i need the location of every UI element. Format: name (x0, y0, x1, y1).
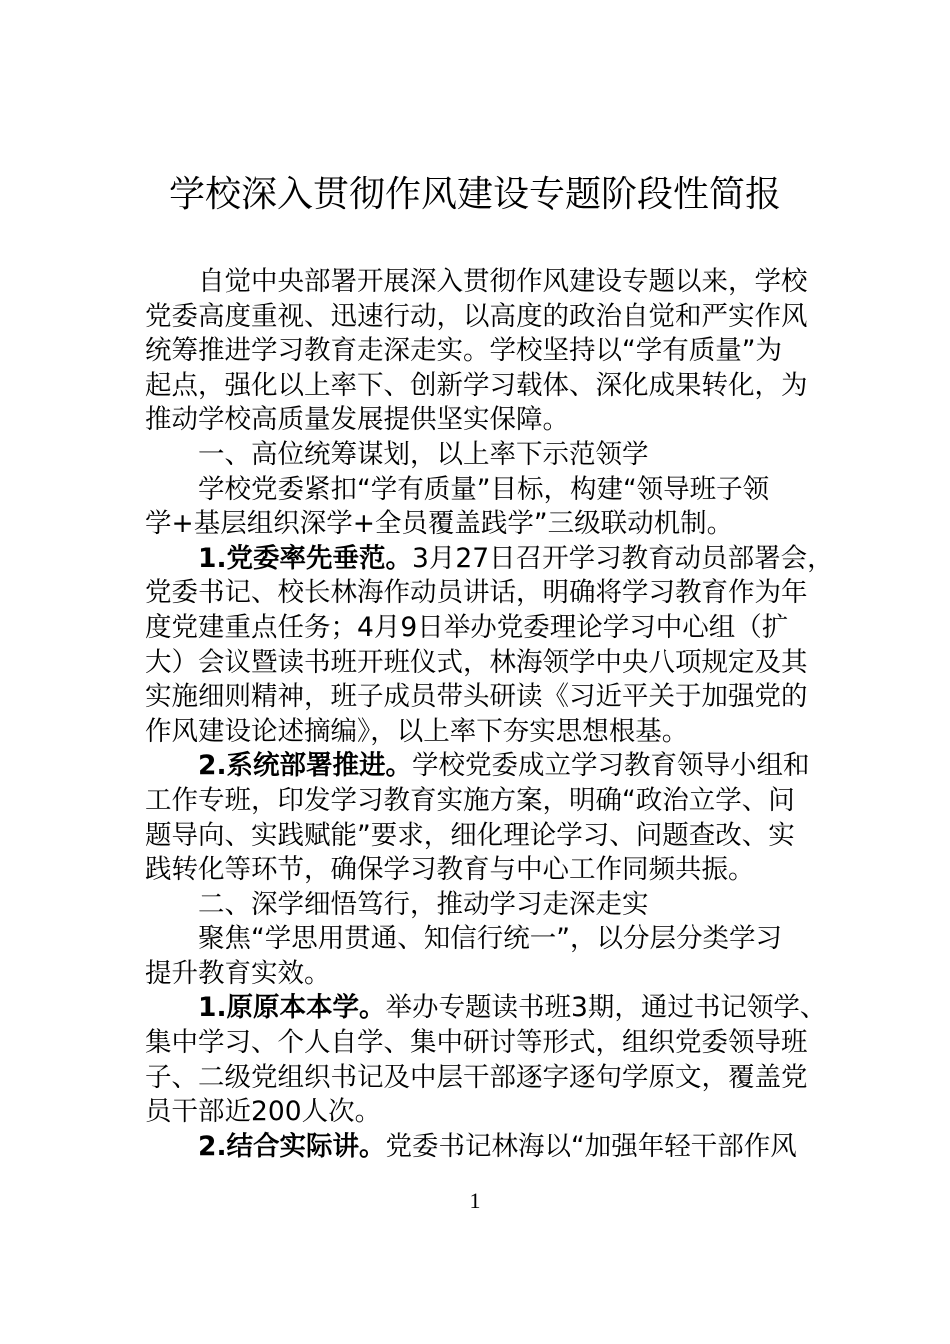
text-line (145, 715, 825, 750)
line-text: 度党建重点任务；4月9日举办党委理论学习中心组（扩 (145, 611, 789, 643)
text-line (145, 922, 825, 957)
text-line (145, 542, 834, 577)
text-line (145, 473, 825, 508)
text-line (145, 991, 825, 1026)
line-text: 学校党委成立学习教育领导小组和 (412, 750, 810, 782)
text-line (145, 438, 825, 473)
document-body (145, 265, 834, 1164)
text-line (145, 1026, 825, 1061)
line-text: 集中学习、个人自学、集中研讨等形式，组织党委领导班 (145, 1027, 808, 1059)
text-line (145, 680, 825, 715)
line-text: 学+基层组织深学+全员覆盖践学”三级联动机制。 (145, 508, 734, 540)
line-text: 举办专题读书班3期，通过书记领学、 (385, 992, 827, 1024)
line-text: 提升教育实效。 (145, 957, 331, 989)
line-text: 员干部近200人次。 (145, 1096, 382, 1128)
page-number: 1 (469, 1188, 481, 1213)
line-text: 学校党委紧扣“学有质量”目标，构建“领导班子领 (198, 473, 770, 505)
line-text: 题导向、实践赋能”要求，细化理论学习、问题查改、实 (145, 819, 795, 851)
line-text: 自觉中央部署开展深入贯彻作风建设专题以来，学校 (198, 266, 808, 297)
bold-heading: 1.党委率先垂范。 (198, 542, 413, 574)
line-text: 党委书记、校长林海作动员讲话，明确将学习教育作为年 (145, 577, 808, 609)
text-line (145, 265, 825, 300)
line-text: 大）会议暨读书班开班仪式，林海领学中央八项规定及其 (145, 646, 808, 678)
text-line (145, 300, 825, 335)
text-line (145, 888, 825, 923)
text-line (145, 646, 825, 681)
line-text: 起点，强化以上率下、创新学习载体、深化成果转化，为 (145, 369, 808, 401)
text-line (145, 1061, 825, 1096)
text-line (145, 853, 825, 888)
line-text: 一、高位统筹谋划，以上率下示范领学 (198, 438, 649, 470)
text-line (145, 576, 825, 611)
text-line (145, 611, 825, 646)
text-line (145, 784, 825, 819)
line-text: 推动学校高质量发展提供坚实保障。 (145, 404, 569, 436)
line-text: 党委高度重视、迅速行动，以高度的政治自觉和严实作风 (145, 300, 808, 332)
text-line (145, 819, 825, 854)
text-line (145, 749, 825, 784)
line-text: 践转化等环节，确保学习教育与中心工作同频共振。 (145, 854, 755, 886)
line-text: 统筹推进学习教育走深走实。学校坚持以“学有质量”为 (145, 335, 782, 367)
text-line (145, 1095, 825, 1130)
line-text: 二、深学细悟笃行，推动学习走深走实 (198, 888, 649, 920)
text-line (145, 369, 825, 404)
bold-heading: 2.系统部署推进。 (198, 750, 413, 782)
text-line (145, 403, 825, 438)
text-line (145, 507, 825, 542)
bold-heading: 1.原原本本学。 (198, 992, 386, 1024)
text-line (145, 1130, 825, 1165)
line-text: 工作专班，印发学习教育实施方案，明确“政治立学、问 (145, 784, 795, 816)
line-text: 实施细则精神，班子成员带头研读《习近平关于加强党的 (145, 681, 808, 713)
document-title: 学校深入贯彻作风建设专题阶段性简报 (168, 174, 781, 215)
bold-heading: 2.结合实际讲。 (198, 1130, 386, 1162)
text-line (145, 334, 825, 369)
text-line (145, 957, 825, 992)
line-text: 聚焦“学思用贯通、知信行统一”，以分层分类学习 (198, 923, 782, 955)
line-text: 子、二级党组织书记及中层干部逐字逐句学原文，覆盖党 (145, 1061, 808, 1093)
line-text: 党委书记林海以“加强年轻干部作风 (385, 1130, 797, 1162)
line-text: 作风建设论述摘编》，以上率下夯实思想根基。 (145, 715, 689, 747)
line-text: 3月27日召开学习教育动员部署会， (412, 542, 834, 574)
